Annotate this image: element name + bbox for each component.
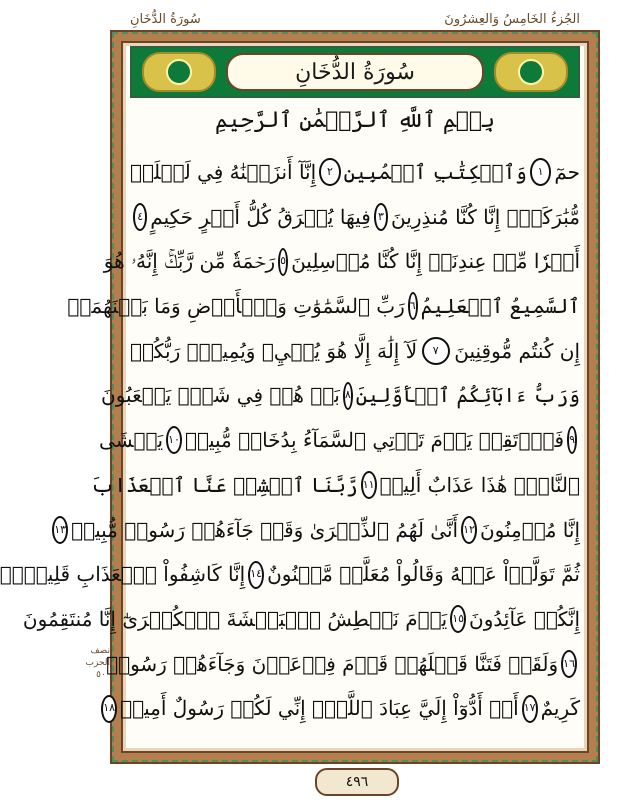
ayah-number-marker: ٨ [343,382,353,410]
ayah-number-marker: ٦ [408,292,418,320]
verse-text: بَلۡ هُمۡ فِي شَكّٖ يَلۡعَبُونَ [101,383,340,408]
ayah-number-marker: ٩ [567,426,577,454]
hizb-marker-line1: نصف [90,646,110,656]
verse-text: إِن كُنتُم مُّوقِنِينَ [454,338,580,363]
verse-line [130,195,580,240]
verse-line [54,508,580,553]
verse-text: فَٱرۡتَقِبۡ يَوۡمَ تَأۡتِي ٱلسَّمَآءُ بِدُخَانٖ مُّبِينٖ [184,428,565,453]
hizb-marker-line2: الحزب [85,658,110,668]
ayah-number-marker: ٣ [374,203,388,231]
basmala: بِسۡمِ ٱللَّهِ ٱلرَّحۡمَٰنِ ٱلرَّحِيمِ [214,108,496,133]
verse-text: ٱلنَّاسَۖ هَٰذَا عَذَابٌ أَلِيمٞ [379,472,580,497]
ayah-number-marker: ١٣ [52,516,68,544]
ayah-number-marker: ١١ [361,471,377,499]
verse-text: ٱلسَّمِيعُ ٱلۡعَلِيمُ [420,294,580,319]
verse-line [103,686,580,731]
ayah-number-marker: ١٥ [450,605,466,633]
verse-line [103,239,580,284]
verse-text: وَٱلۡكِتَٰبِ ٱلۡمُبِينِ [343,160,527,184]
verse-text: رَحۡمَةٗ مِّن رَّبِّكَۚ إِنَّهُۥ هُوَ [103,249,276,274]
ayah-number-marker: ١٢ [461,516,477,544]
verse-line [22,597,580,642]
ornament-medallion-icon [166,59,192,85]
verse-text: مُّبَٰرَكَةٍۚ إِنَّا كُنَّا مُنذِرِينَ [391,204,580,229]
ayah-number-marker: ٢ [319,158,340,186]
verse-text: كَرِيمٌ [540,696,580,721]
surah-banner [130,46,580,98]
verse-text: أَنۡ أَدُّوٓاْ إِلَيَّ عِبَادَ ٱللَّهِۖ إِنِّي لَكُمۡ رَسُولٌ أَمِينٞ [120,696,519,721]
verse-text: وَلَقَدۡ فَتَنَّا قَبۡلَهُمۡ قَوۡمَ فِرۡعَوۡنَ وَجَآءَهُمۡ رَسُولٞ [106,651,559,676]
verse-text: رَبِّ ٱلسَّمَٰوَٰتِ وَٱلۡأَرۡضِ وَمَا بَيۡنَهُمَآۖ [67,294,405,319]
banner-ornament-left [142,52,216,92]
verse-text: أَمۡرٗا مِّنۡ عِندِنَآۚ إِنَّا كُنَّا مُرۡسِلِينَ [291,249,580,274]
verse-text: إِنَّآ أَنزَلۡنَٰهُ فِي لَيۡلَةٖ [130,160,317,184]
verse-text: حمٓ [554,160,580,184]
verse-text: إِنَّا مُؤۡمِنُونَ [479,517,580,542]
ayah-number-marker: ١٦ [561,650,577,678]
verse-line [67,284,580,329]
verse-text: وَرَبُّ ءَابَآئِكُمُ ٱلۡأَوَّلِينَ [355,383,580,408]
ayah-number-marker: ٥ [278,248,288,276]
hizb-marker [85,645,110,681]
header-juz: الجُزءُ الخَامِسُ وَالعِشرُونَ [444,11,580,27]
verse-line [101,373,580,418]
verse-text: ثُمَّ تَوَلَّوۡاْ عَنۡهُ وَقَالُواْ مُعَلَّمٞ مَّجۡنُونٌ [267,562,580,587]
page-number: ٤٩٦ [315,768,399,796]
verse-line [0,552,580,597]
ayah-number-marker: ٧ [422,337,450,365]
ornament-medallion-icon [518,59,544,85]
header-surah: سُورَةُ الدُّخَانِ [130,11,201,27]
ayah-number-marker: ٤ [133,203,147,231]
verse-text: إِنَّكُمۡ عَآئِدُونَ [469,606,580,631]
verse-text: فِيهَا يُفۡرَقُ كُلُّ أَمۡرٍ حَكِيمٍ [150,204,371,229]
surah-title: سُورَةُ الدُّخَانِ [226,53,484,91]
verse-text: يَغۡشَى [99,428,164,453]
verse-line [130,329,580,374]
ayah-number-marker: ١٠ [166,426,182,454]
ayah-number-marker: ١٨ [101,695,117,723]
verse-text: يَوۡمَ نَبۡطِشُ ٱلۡبَطۡشَةَ ٱلۡكُبۡرَىٰٓ إِنَّا مُنتَقِمُونَ [22,606,448,631]
banner-ornament-right [494,52,568,92]
hizb-marker-line3: ٥٠ [96,670,106,680]
verse-text: أَنَّىٰ لَهُمُ ٱلذِّكۡرَىٰ وَقَدۡ جَآءَهُمۡ رَسُولٞ مُّبِينٞ [71,517,459,542]
verse-line [106,642,580,687]
ayah-number-marker: ١ [530,158,551,186]
verse-line [130,150,580,195]
verse-line [90,463,580,508]
verse-line [99,418,580,463]
ayah-number-marker: ١٧ [522,695,538,723]
ayah-number-marker: ١٤ [248,561,264,589]
verse-text: رَّبَّنَا ٱكۡشِفۡ عَنَّا ٱلۡعَذَابَ [90,472,358,497]
verse-text: لَآ إِلَٰهَ إِلَّا هُوَ يُحۡيِۦ وَيُمِيتُۖ رَبُّكُمۡ [130,338,418,363]
verse-text: إِنَّا كَاشِفُواْ ٱلۡعَذَابِ قَلِيلًاۚ [0,562,246,587]
